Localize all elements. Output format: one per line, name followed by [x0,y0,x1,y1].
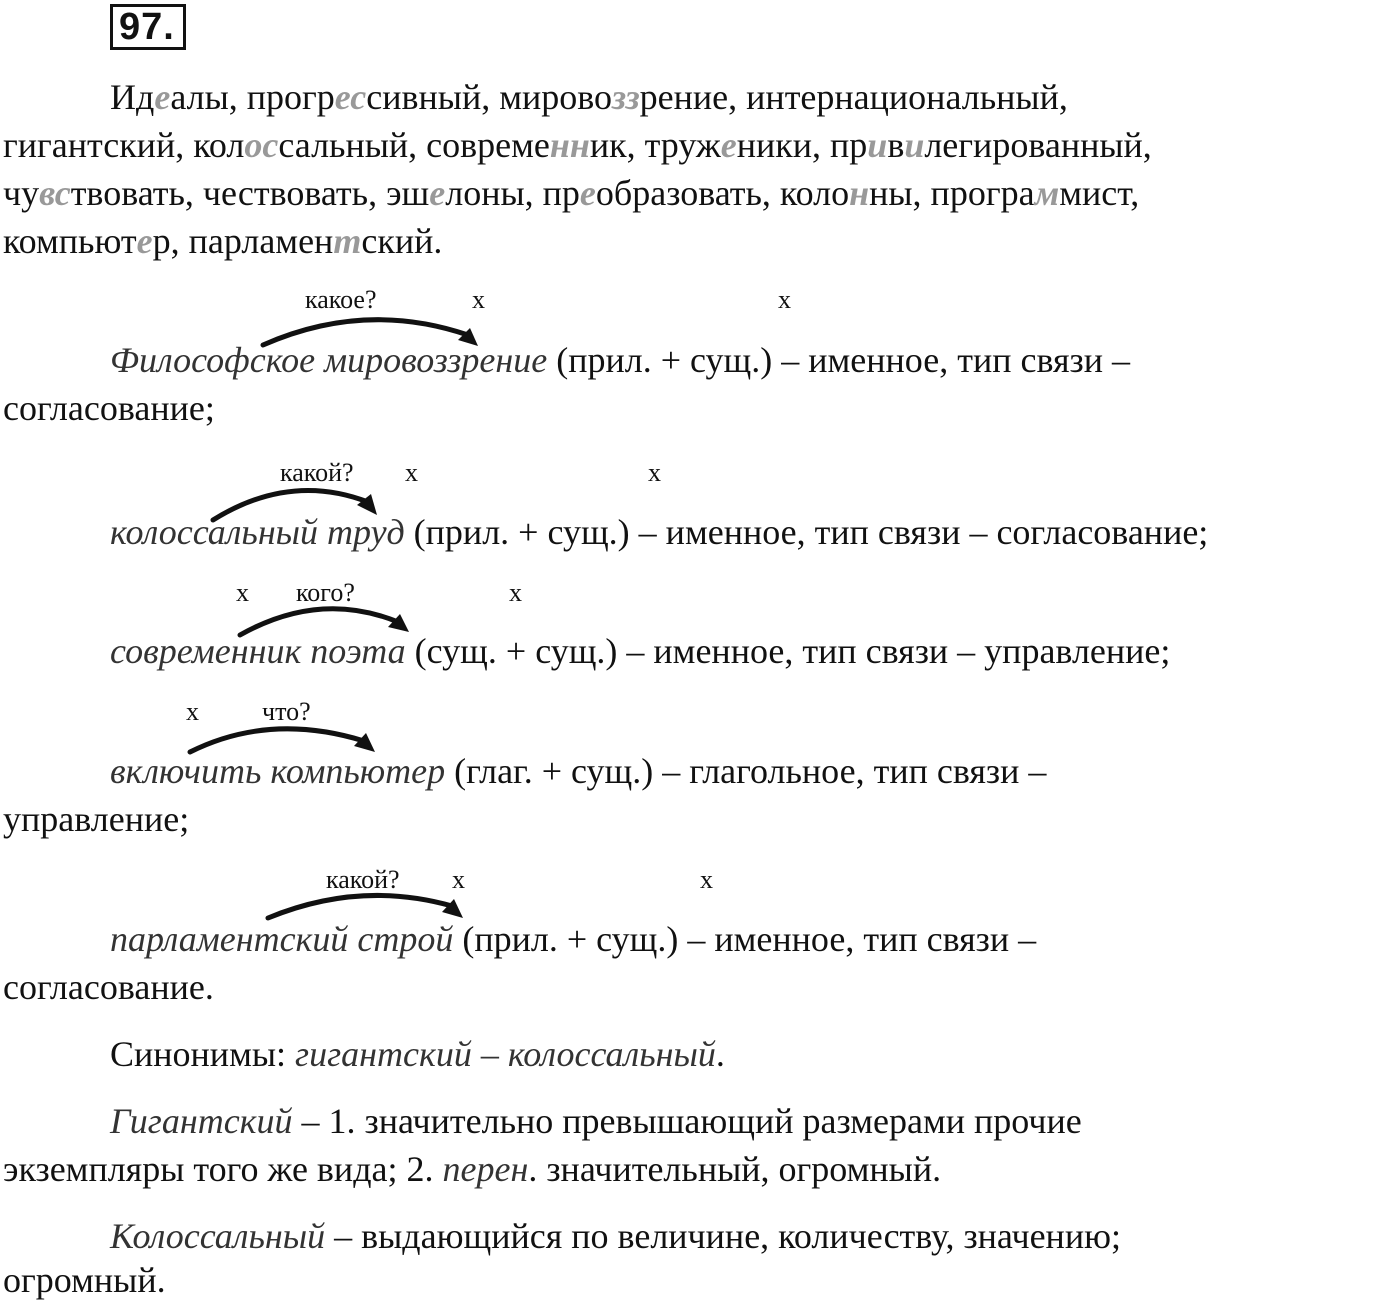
phrase-analysis: (сущ. + сущ.) – именное, тип связи – управление; [405,631,1171,671]
phrase-analysis: (прил. + сущ.) – именное, тип связи – [547,340,1131,380]
question-label: какой? [326,865,400,894]
text: образовать, коло [595,173,850,213]
definition-text: – выдающийся по величине, количеству, значению; [325,1216,1121,1256]
phrase-line [110,915,1036,963]
highlighted-letter: т [333,221,362,261]
synonyms-words: гигантский – колоссальный [295,1034,716,1074]
phrase-italic: парламентский строй [110,919,454,959]
phrase-analysis: (глаг. + сущ.) – глагольное, тип связи – [445,751,1047,791]
text: лоны, пр [445,173,580,213]
word-list-line-3 [3,169,1139,217]
text: рение, интернациональный, [639,77,1068,117]
highlighted-letter: н [849,173,870,213]
definition-term: Гигантский [110,1101,293,1141]
main-word-mark: x [778,285,791,314]
text: алы, прогр [170,77,335,117]
phrase-analysis: (прил. + сущ.) – именное, тип связи – согласование; [404,512,1209,552]
highlighted-letter: е [136,221,153,261]
highlighted-letter: е [579,173,596,213]
highlighted-letter: е [154,77,171,117]
main-word-mark: x [186,697,199,726]
text: легированный, [924,125,1152,165]
phrase-line [110,627,1170,675]
definition-line-cont: огромный. [3,1260,166,1300]
highlighted-letter: ос [244,125,279,165]
word-list-line-4 [3,217,442,265]
dependency-arrow [0,0,1,1]
highlighted-letter: ес [334,77,367,117]
text: сальный, совреме [278,125,550,165]
main-word-mark: x [700,865,713,894]
text: ны, програ [869,173,1035,213]
text: Ид [110,77,155,117]
text: компьют [3,221,137,261]
highlighted-letter: и [867,125,888,165]
text: твовать, чествовать, эш [70,173,430,213]
text: ик, труж [589,125,721,165]
main-word-mark: x [452,865,465,894]
phrase-analysis: (прил. + сущ.) – именное, тип связи – [453,919,1037,959]
phrase-line [110,747,1046,795]
definition-line [110,1097,1082,1145]
phrase-line [110,336,1130,384]
synonyms-line [110,1030,725,1078]
definition-text: . значительный, огромный. [528,1149,942,1189]
definition-line [110,1212,1121,1260]
phrase-italic: включить компьютер [110,751,446,791]
phrase-italic: колоссальный труд [110,512,405,552]
highlighted-letter: и [904,125,925,165]
word-list-line-1 [110,73,1068,121]
question-label: какое? [305,285,377,314]
highlighted-letter: нн [549,125,590,165]
synonyms-label: Синонимы: [110,1034,296,1074]
text: в [887,125,905,165]
phrase-line-cont: согласование; [3,388,215,428]
phrase-line-cont: управление; [3,799,190,839]
exercise-number: 97. [110,4,186,50]
main-word-mark: x [648,458,661,487]
highlighted-letter: е [720,125,737,165]
abbreviation: перен [442,1149,529,1189]
question-label: что? [262,697,311,726]
text: чу [3,173,40,213]
text: ский. [361,221,443,261]
text: р, парламен [152,221,334,261]
text: ники, пр [736,125,868,165]
question-label: какой? [280,458,354,487]
definition-text: – 1. значительно превышающий размерами прочие [292,1101,1082,1141]
definition-text: экземпляры того же вида; 2. [3,1149,443,1189]
definition-line-cont [3,1145,941,1193]
text: гигантский, кол [3,125,245,165]
definition-term: Колоссальный [110,1216,326,1256]
highlighted-letter: е [429,173,446,213]
text: . [715,1034,725,1074]
phrase-line-cont: согласование. [3,967,214,1007]
text: мист, [1059,173,1140,213]
text: сивный, мирово [366,77,613,117]
word-list-line-2 [3,121,1152,169]
question-label: кого? [296,578,355,607]
highlighted-letter: м [1034,173,1060,213]
highlighted-letter: зз [612,77,640,117]
main-word-mark: x [472,285,485,314]
phrase-italic: Философское мировоззрение [110,340,548,380]
main-word-mark: x [405,458,418,487]
main-word-mark: x [509,578,522,607]
phrase-line [110,508,1208,556]
highlighted-letter: вс [39,173,71,213]
phrase-italic: современник поэта [110,631,406,671]
main-word-mark: x [236,578,249,607]
